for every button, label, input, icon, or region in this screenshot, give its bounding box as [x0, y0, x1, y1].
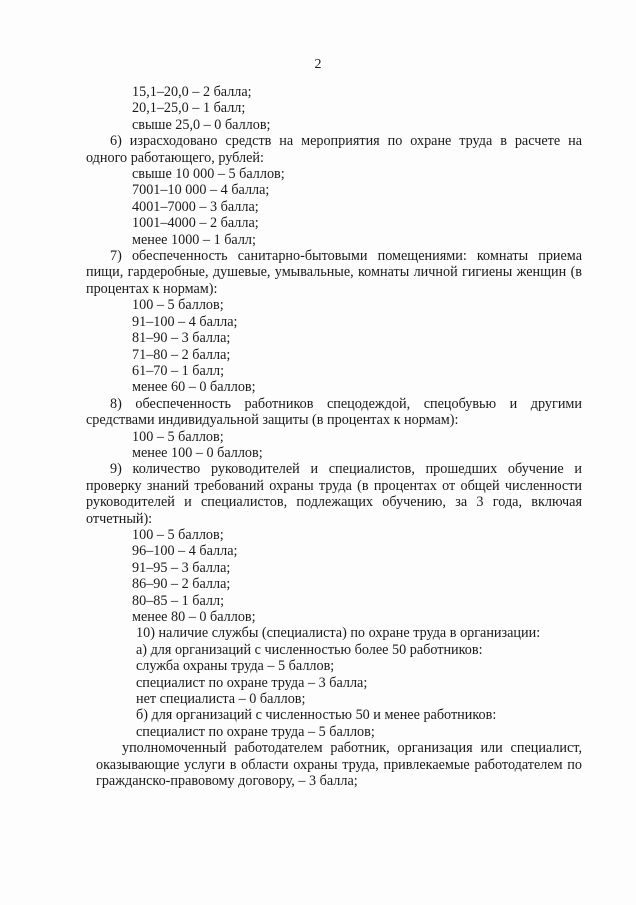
list-item: специалист по охране труда – 3 балла;: [136, 674, 368, 691]
list-item: 91–100 – 4 балла;: [132, 313, 238, 330]
list-item: нет специалиста – 0 баллов;: [136, 691, 306, 708]
list-item: 1001–4000 – 2 балла;: [132, 215, 259, 232]
list-item: свыше 25,0 – 0 баллов;: [132, 116, 271, 133]
paragraph-item-9: 9) количество руководителей и специалистов, прошедших обучение и проверку знаний требований охраны труда (в процентах от общей численности руководителей и специалистов, подлежащих обучению, за 3 года, включая отчетный):: [86, 461, 582, 527]
list-item: 20,1–25,0 – 1 балл;: [132, 100, 246, 117]
list-item: 100 – 5 баллов;: [132, 526, 224, 543]
paragraph-item-6: 6) израсходовано средств на мероприятия по охране труда в расчете на одного работающего, рублей:: [86, 133, 582, 166]
list-item: б) для организаций с численностью 50 и менее работников:: [136, 707, 497, 724]
list-item: менее 100 – 0 баллов;: [132, 444, 263, 461]
list-item: 96–100 – 4 балла;: [132, 543, 238, 560]
list-item: 71–80 – 2 балла;: [132, 346, 231, 363]
list-item: 100 – 5 баллов;: [132, 428, 224, 445]
list-item: 81–90 – 3 балла;: [132, 330, 231, 347]
list-item: 4001–7000 – 3 балла;: [132, 198, 259, 215]
list-item: 61–70 – 1 балл;: [132, 362, 225, 379]
list-item: 86–90 – 2 балла;: [132, 576, 231, 593]
list-item: менее 60 – 0 баллов;: [132, 379, 256, 396]
list-item: менее 1000 – 1 балл;: [132, 231, 256, 248]
list-item: свыше 10 000 – 5 баллов;: [132, 166, 285, 183]
list-item: 15,1–20,0 – 2 балла;: [132, 84, 252, 100]
list-item: а) для организаций с численностью более 50 работников:: [136, 641, 483, 658]
paragraph-item-10: 10) наличие службы (специалиста) по охране труда в организации:: [136, 625, 541, 642]
list-item: служба охраны труда – 5 баллов;: [136, 658, 335, 675]
document-body: [86, 84, 582, 790]
list-item: 7001–10 000 – 4 балла;: [132, 182, 270, 199]
list-item: специалист по охране труда – 5 баллов;: [136, 723, 375, 740]
list-item: менее 80 – 0 баллов;: [132, 609, 256, 625]
paragraph-item-8: 8) обеспеченность работников спецодеждой, спецобувью и другими средствами индивидуальной защиты (в процентах к нормам):: [86, 395, 582, 429]
paragraph-authorized-worker: уполномоченный работодателем работник, организация или специалист, оказывающие услуги в области охраны труда, привлекаемые работодателем по гражданско-правовому договору, – 3 балла;: [96, 740, 582, 790]
paragraph-item-7: 7) обеспеченность санитарно-бытовыми помещениями: комнаты приема пищи, гардеробные, душевые, умывальные, комнаты личной гигиены женщин (в процентах к нормам):: [86, 248, 582, 297]
list-item: 80–85 – 1 балл;: [132, 592, 225, 609]
page-number: 2: [314, 57, 322, 72]
list-item: 91–95 – 3 балла;: [132, 559, 231, 576]
list-item: 100 – 5 баллов;: [132, 297, 224, 314]
